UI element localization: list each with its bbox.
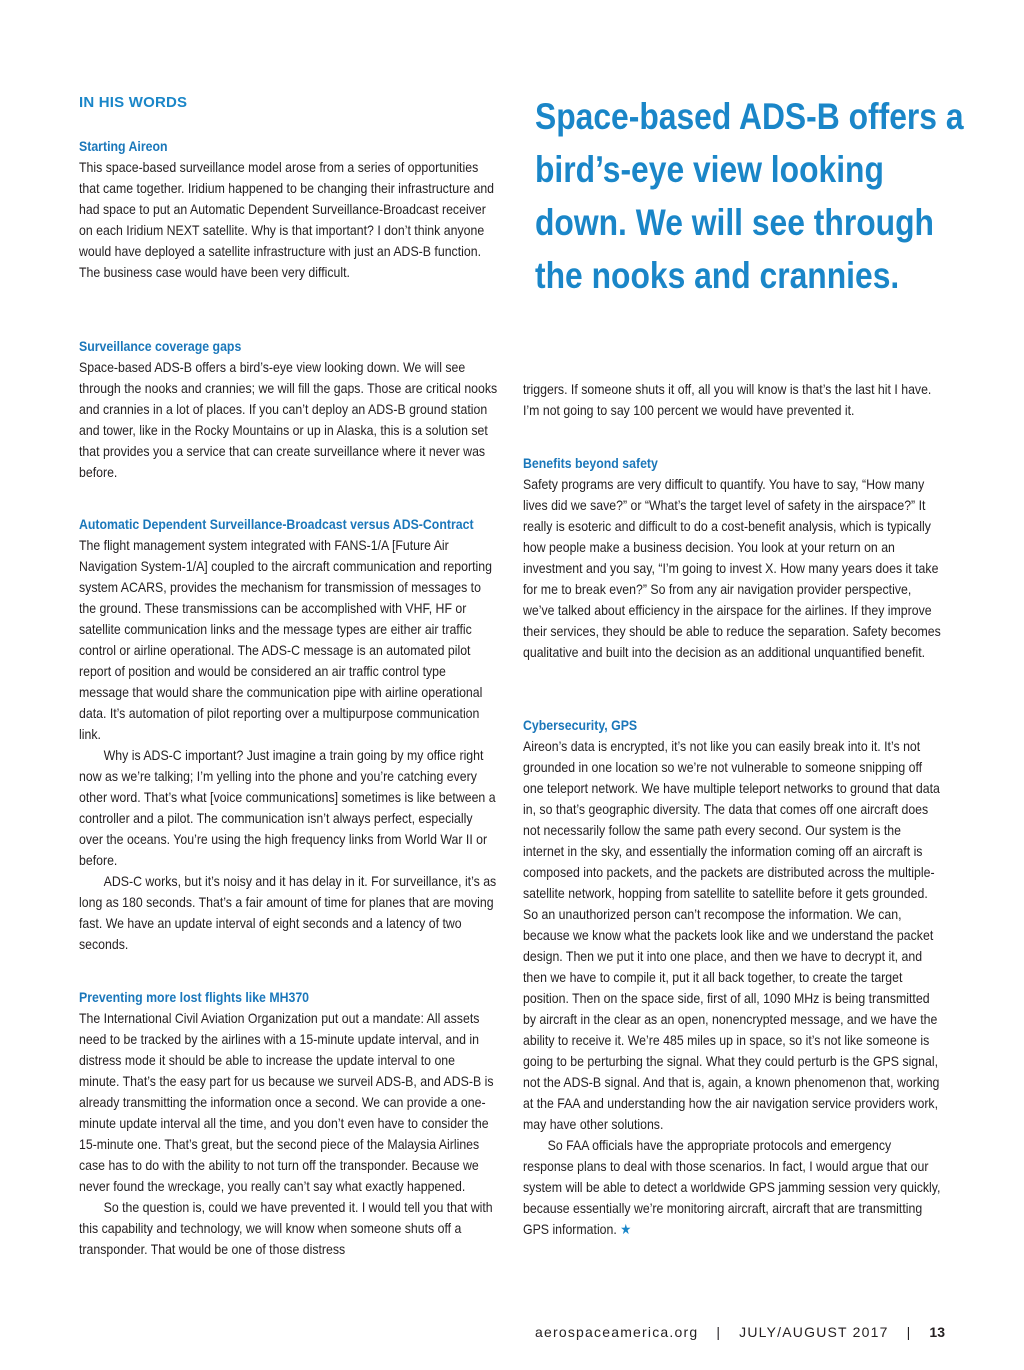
page-footer [535, 1324, 945, 1340]
star-icon: ★ [620, 1221, 632, 1237]
paragraph: triggers. If someone shuts it off, all you will know is that’s the last hit I have. I’m not going to say 100 percent we would have prevented it. [523, 381, 932, 418]
paragraph: Space-based ADS-B offers a bird’s-eye view looking down. We will see through the nooks and crannies; we will fill the gaps. Those are critical nooks and crannies in a lot of places. If you can’t deploy an ADS-B ground station and tower, like in the Rocky Mountains or up in Alaska, this is a solution set that provides you a service that can create surveillance where it never was before. [79, 359, 498, 480]
page-number: 13 [929, 1324, 945, 1340]
paragraph: The International Civil Aviation Organization put out a mandate: All assets need to be tracked by the airlines with a 15-minute update interval, and in distress mode it should be able to increase the update interval to one minute. That’s the easy part for us because we surveil ADS-B, and ADS-B is already transmitting the information once a second. We can provide a one-minute update interval all the time, and you don’t even have to consider the 15-minute one. That’s great, but the second piece of the Malaysia Airlines case has to do with the ability to not turn off the transponder. Because we never found the wreckage, you really can’t say what exactly happened. [79, 1010, 494, 1194]
section-heading: Surveillance coverage gaps [79, 338, 242, 354]
section-heading: Starting Aireon [79, 138, 168, 154]
paragraph: Why is ADS-C important? Just imagine a train going by my office right now as we’re talking; I’m yelling into the phone and you’re catching every other word. That’s what [voice communications] sometimes is like between a controller and a pilot. The communication isn’t always perfect, especially over the oceans. You’re using the high frequency links from World War II or before. [79, 747, 496, 868]
section-kicker: IN HIS WORDS [79, 94, 188, 111]
footer-separator: | [716, 1324, 722, 1340]
section-heading: Cybersecurity, GPS [523, 717, 638, 733]
footer-issue: JULY/AUGUST 2017 [739, 1324, 889, 1340]
paragraph [523, 1135, 943, 1240]
paragraph: The flight management system integrated with FANS-1/A [Future Air Navigation System-1/A] coupled to the aircraft communication and reporting system ACARS, provides the mechanism for transmission of messages to the ground. These transmissions can be accomplished with VHF, HF or satellite communication links and the message types are either air traffic control or airline operational. The ADS-C message is an automated pilot report of position and would be considered an air traffic control type message that would share the communication pipe with airline operational data. It’s automation of pilot reporting over a multipurpose communication link. [79, 537, 492, 742]
footer-separator: | [906, 1324, 912, 1340]
pull-quote: Space-based ADS-B offers a bird’s-eye view looking down. We will see through the nooks and crannies. [535, 96, 964, 296]
paragraph: This space-based surveillance model arose from a series of opportunities that came together. Iridium happened to be changing their infrastructure and had space to put an Automatic Dependent Surveillance-Broadcast receiver on each Iridium NEXT satellite. Why is that important? I don’t think anyone would have deployed a satellite infrastructure with just an ADS-B function. The business case would have been very difficult. [79, 159, 495, 280]
paragraph: So the question is, could we have prevented it. I would tell you that with this capability and technology, we will know when someone shuts off a transponder. That would be one of those distress [79, 1199, 493, 1257]
paragraph: Safety programs are very difficult to quantify. You have to say, “How many lives did we save?” or “What’s the target level of safety in the airspace?” It really is esoteric and difficult to do a cost-benefit analysis, which is typically how people make a business decision. You look at your return on an investment and you say, “I’m going to invest X. How many years does it take for me to break even?” So from any air navigation provider perspective, we’ve talked about efficiency in the airspace for the airlines. If they improve their services, they should be able to reduce the separation. Safety becomes qualitative and built into the decision as an additional unquantified benefit. [523, 476, 941, 660]
section-heading: Preventing more lost flights like MH370 [79, 989, 310, 1005]
section-heading: Benefits beyond safety [523, 455, 658, 471]
section-heading: Automatic Dependent Surveillance-Broadcast versus ADS-Contract [79, 516, 474, 532]
paragraph: Aireon’s data is encrypted, it’s not like you can easily break into it. It’s not grounded in one location so we’re not vulnerable to someone snipping off one teleport network. We have multiple teleport networks to ground that data in, so that’s geographic diversity. The data that comes off one aircraft does not necessarily follow the same path every second. Our system is the internet in the sky, and essentially the information coming off an aircraft is composed into packets, and the packets are distributed across the multiple-satellite network, hopping from satellite to satellite before it gets grounded. So an unauthorized person can’t recompose the information. We can, because we know what the packets look like and we understand the packet design. Then we put it into one place, and then we have to decrypt it, and then we have to compile it, put it all back together, to create the target position. Then on the space side, first of all, 1090 MHz is being transmitted by aircraft in the clear as an open, nonencrypted message, and we have the ability to receive it. We’re 485 miles up in space, so it’s not like someone is going to be perturbing the signal. What they could perturb is the GPS signal, not the ADS-B signal. And that is, again, a known phenomenon that, working at the FAA and understanding how the air navigation service providers work, may have other solutions. [523, 738, 940, 1132]
paragraph: ADS-C works, but it’s noisy and it has delay in it. For surveillance, it’s as long as 180 seconds. That’s a fair amount of time for planes that are moving fast. We have an update interval of eight seconds and a latency of two seconds. [79, 873, 497, 952]
paragraph-text: So FAA officials have the appropriate protocols and emergency response plans to deal with those scenarios. In fact, I would argue that our system will be able to detect a worldwide GPS jamming session very quickly, because essentially we’re monitoring aircraft, aircraft that are transmitting GPS information. [523, 1137, 941, 1237]
footer-site-link[interactable]: aerospaceamerica.org [535, 1324, 699, 1340]
